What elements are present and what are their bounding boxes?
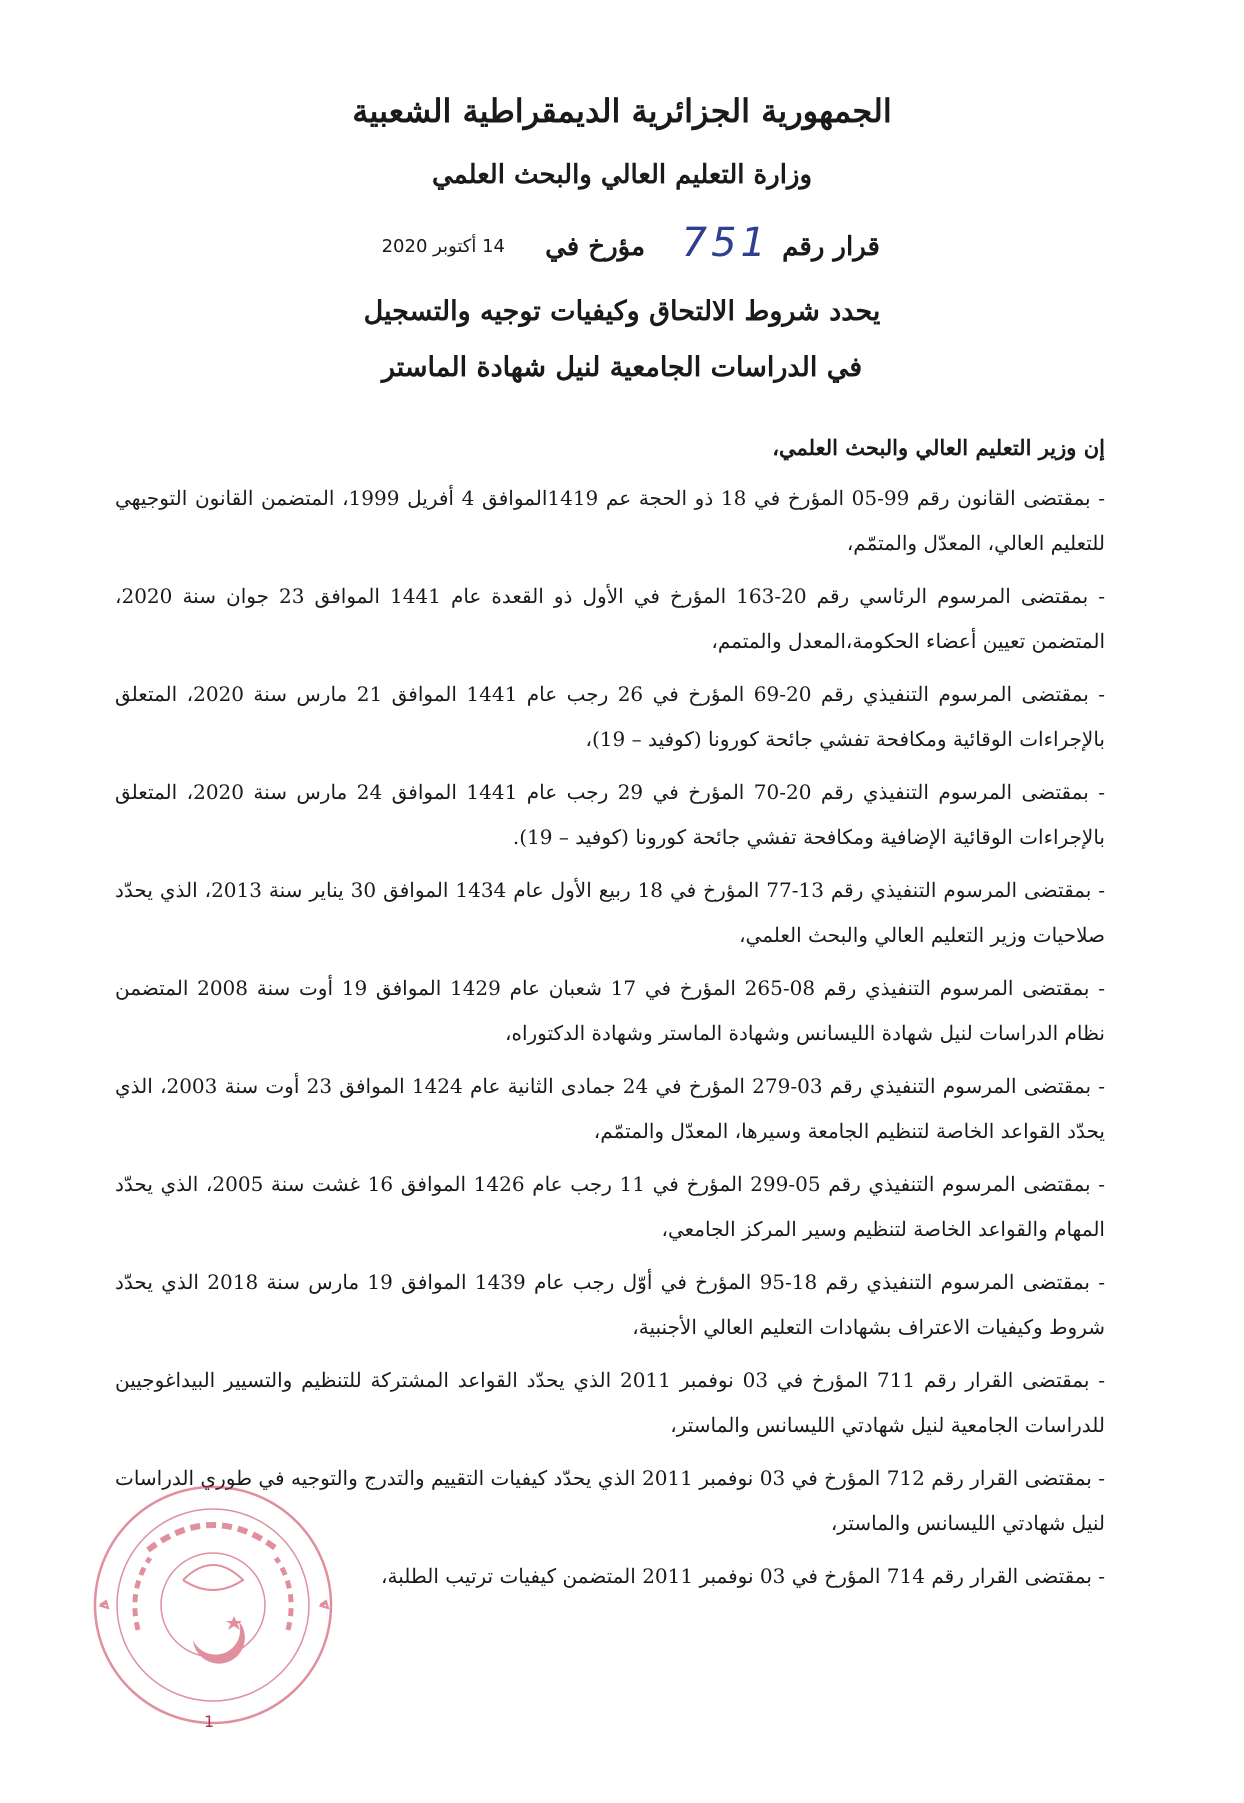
clause-item: - بمقتضى المرسوم التنفيذي رقم 20-70 المؤرخ في 29 رجب عام 1441 الموافق 24 مارس سنة 2020، المتعلق بالإجراءات الوقائية الإضافية ومكافحة تفشي جائحة كورونا (كوفيد – 19).	[115, 780, 1105, 849]
clause-item: - بمقتضى القرار رقم 712 المؤرخ في 03 نوفمبر 2011 الذي يحدّد كيفيات التقييم والتدرج والتوجيه في طوري الدراسات لنيل شهادتي الليسانس والماستر،	[115, 1466, 1105, 1535]
subject-line-2: في الدراسات الجامعية لنيل شهادة الماستر	[381, 352, 863, 383]
clause-item: - بمقتضى القرار رقم 711 المؤرخ في 03 نوفمبر 2011 الذي يحدّد القواعد المشتركة للتنظيم والتسيير البيداغوجيين للدراسات الجامعية لنيل شهادتي الليسانس والماستر،	[115, 1368, 1106, 1437]
official-seal-stamp-icon	[88, 1480, 348, 1730]
clause-item: - بمقتضى المرسوم التنفيذي رقم 13-77 المؤرخ في 18 ربيع الأول عام 1434 الموافق 30 يناير سنة 2013، الذي يحدّد صلاحيات وزير التعليم العالي والبحث العلمي،	[115, 878, 1106, 947]
decision-date: 14 أكتوبر 2020	[381, 236, 505, 257]
decision-number: 751	[681, 220, 770, 266]
clauses-list	[115, 476, 1105, 1607]
dated-label: مؤرخ في	[545, 232, 645, 262]
page-number: 1	[204, 1712, 215, 1731]
subject-line-1: يحدد شروط الالتحاق وكيفيات توجيه والتسجيل	[363, 296, 881, 327]
decision-label: قرار رقم	[782, 232, 880, 262]
clause-item: - بمقتضى المرسوم التنفيذي رقم 20-69 المؤرخ في 26 رجب عام 1441 الموافق 21 مارس سنة 2020، المتعلق بالإجراءات الوقائية ومكافحة تفشي جائحة كورونا (كوفيد – 19)،	[115, 682, 1105, 751]
clause-item: - بمقتضى المرسوم التنفيذي رقم 03-279 المؤرخ في 24 جمادى الثانية عام 1424 الموافق 23 أوت سنة 2003، الذي يحدّد القواعد الخاصة لتنظيم الجامعة وسيرها، المعدّل والمتمّم،	[115, 1074, 1105, 1143]
clause-item: - بمقتضى المرسوم التنفيذي رقم 05-299 المؤرخ في 11 رجب عام 1426 الموافق 16 غشت سنة 2005، الذي يحدّد المهام والقواعد الخاصة لتنظيم وسير المركز الجامعي،	[115, 1172, 1106, 1241]
ministry-title: وزارة التعليم العالي والبحث العلمي	[431, 160, 813, 190]
clause-item: - بمقتضى المرسوم التنفيذي رقم 18-95 المؤرخ في أوّل رجب عام 1439 الموافق 19 مارس سنة 2018 الذي يحدّد شروط وكيفيات الاعتراف بشهادات التعليم العالي الأجنبية،	[115, 1270, 1106, 1339]
clause-item: - بمقتضى القرار رقم 714 المؤرخ في 03 نوفمبر 2011 المتضمن كيفيات ترتيب الطلبة،	[381, 1564, 1105, 1588]
republic-title: الجمهورية الجزائرية الديمقراطية الشعبية	[352, 92, 892, 130]
decision-line	[280, 220, 880, 276]
clause-item: - بمقتضى القانون رقم 99-05 المؤرخ في 18 ذو الحجة عم 1419الموافق 4 أفريل 1999، المتضمن القانون التوجيهي للتعليم العالي، المعدّل والمتمّم،	[115, 486, 1105, 555]
clause-item: - بمقتضى المرسوم التنفيذي رقم 08-265 المؤرخ في 17 شعبان عام 1429 الموافق 19 أوت سنة 2008 المتضمن نظام الدراسات لنيل شهادة الليسانس وشهادة الماستر وشهادة الدكتوراه،	[115, 976, 1105, 1045]
preamble: إن وزير التعليم العالي والبحث العلمي،	[772, 435, 1105, 460]
clause-item: - بمقتضى المرسوم الرئاسي رقم 20-163 المؤرخ في الأول ذو القعدة عام 1441 الموافق 23 جوان سنة 2020، المتضمن تعيين أعضاء الحكومة،المعدل والمتمم،	[115, 584, 1106, 653]
